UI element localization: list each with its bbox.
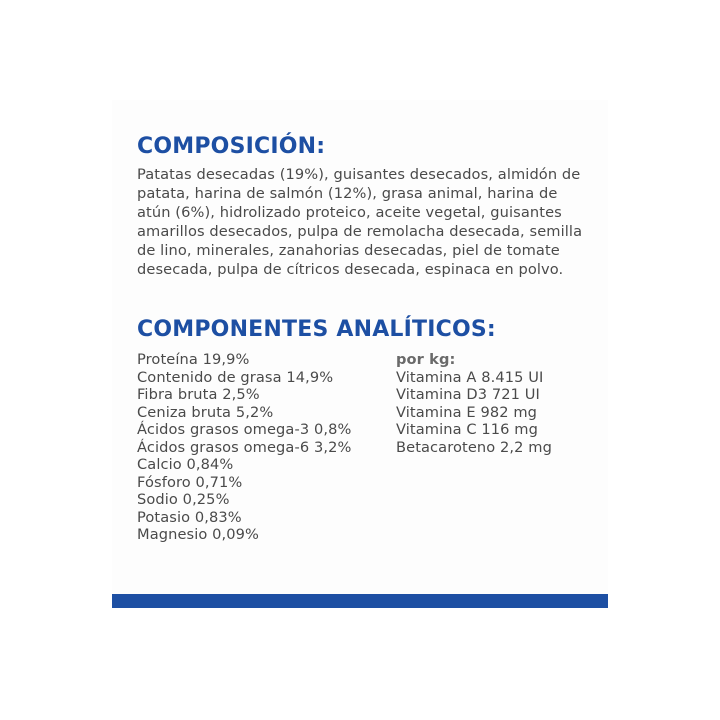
list-item: Betacaroteno 2,2 mg xyxy=(396,438,552,456)
list-item: Ácidos grasos omega-3 0,8% xyxy=(137,421,352,438)
list-item: Fibra bruta 2,5% xyxy=(137,386,260,403)
list-item: Vitamina D3 721 UI xyxy=(396,386,540,403)
composition-text: Patatas desecadas (19%), guisantes desecados, almidón de patata, harina de salmón (12%), grasa animal, harina de atún (6%), hidrolizado proteico, aceite vegetal, guisantes amarillos desecados, pulpa de remolacha desecada, semilla de lino, minerales, zanahorias desecadas, piel de tomate desecada, pulpa de cítricos desecada, espinaca en polvo. xyxy=(137,166,583,278)
list-item: Contenido de grasa 14,9% xyxy=(137,368,334,386)
list-item: Fósforo 0,71% xyxy=(137,473,243,491)
list-item: Potasio 0,83% xyxy=(137,508,242,526)
analytical-components-list xyxy=(137,351,351,544)
list-item: Magnesio 0,09% xyxy=(137,526,260,543)
vitamins-list xyxy=(396,351,552,456)
list-item: Ácidos grasos omega-6 3,2% xyxy=(137,438,352,456)
composition-heading: COMPOSICIÓN: xyxy=(137,134,326,159)
list-item: Vitamina A 8.415 UI xyxy=(396,368,544,386)
analytical-heading: COMPONENTES ANALÍTICOS: xyxy=(137,317,496,342)
list-item: Sodio 0,25% xyxy=(137,491,230,508)
list-item: Calcio 0,84% xyxy=(137,456,234,473)
list-item: Ceniza bruta 5,2% xyxy=(137,403,274,421)
list-item: Vitamina E 982 mg xyxy=(396,403,538,421)
footer-color-bar xyxy=(112,594,608,608)
list-item: Vitamina C 116 mg xyxy=(396,421,538,438)
list-item: Proteína 19,9% xyxy=(137,351,250,368)
per-kg-label: por kg: xyxy=(396,351,456,368)
